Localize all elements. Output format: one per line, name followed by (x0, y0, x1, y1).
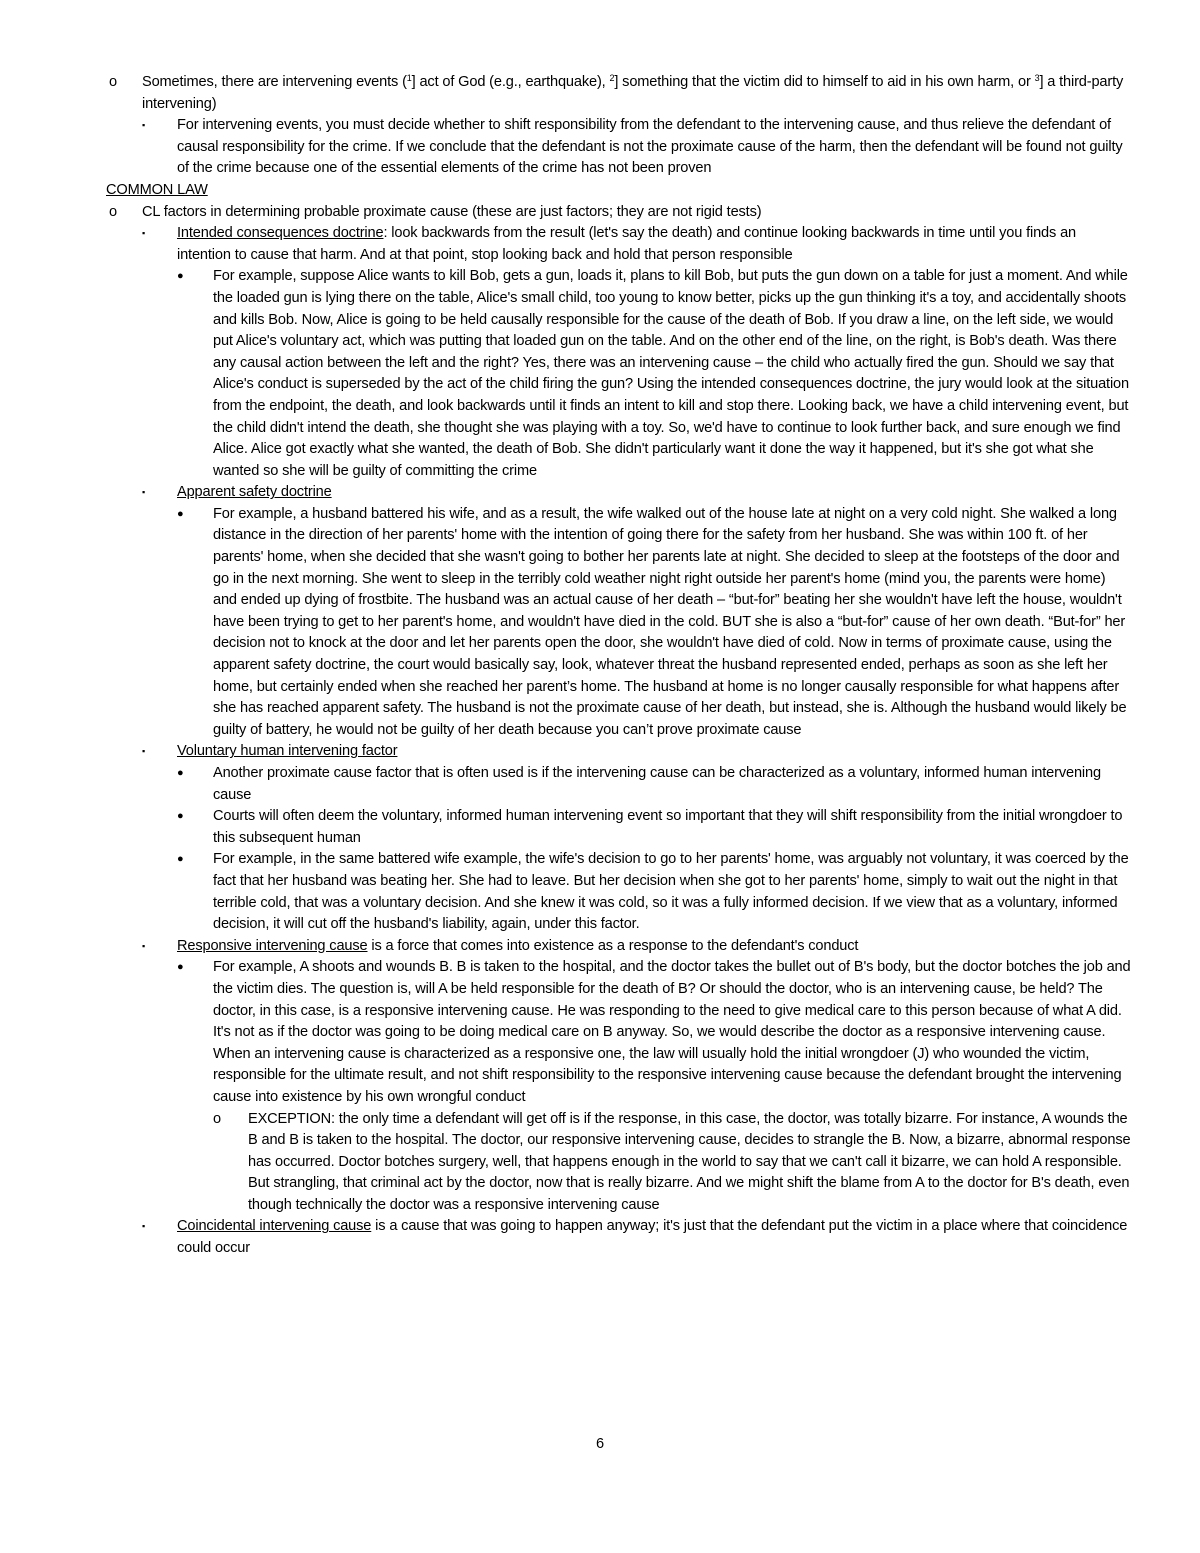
list-item-text: Sometimes, there are intervening events ($^1$] act of God (e.g., earthquake), $^2$] something that the victim did to himself to aid in his own harm, or $^3$] a third-party intervening) (142, 73, 1124, 112)
term: Intended consequences doctrine (177, 225, 384, 242)
list-item (0, 1216, 1200, 1259)
list-item-text: For example, suppose Alice wants to kill Bob, gets a gun, loads it, plans to kill Bob, but puts the gun down on a table for just a moment. And while the loaded gun is lying there on the table, Alice's small child, too young to know better, picks up the gun thinking it's a toy, and accidentally shoots and kills Bob. Now, Alice is going to be held causally responsible for the cause of the death of Bob. If you draw a line, on the left side, we would put Alice's voluntary act, which was putting that loaded gun on the table. And on the other end of the line, on the right, is Bob's death. Was there any causal action between the left and the right? Yes, there was an intervening cause – the child who actually fired the gun. Should we say that Alice's conduct is superseded by the act of the child firing the gun? Using the intended consequences doctrine, the jury would look at the situation from the endpoint, the death, and look backwards until it finds an intent to kill and stop there. Looking back, we have a child intervening event, but the child didn't intend the death, she thought she was playing with a toy. So, we'd have to continue to look further back, and sure enough we find Alice. Alice got exactly what she wanted, the death of Bob. She didn't particularly want it done the way it happened, but it's she got what she wanted so she will be guilty of committing the crime (213, 268, 1129, 479)
list-item (0, 223, 1200, 266)
list-item-text: Courts will often deem the voluntary, informed human intervening event so important that they will shift responsibility from the initial wrongdoer to this subsequent human (213, 808, 1123, 846)
square-bullet: ▪ (142, 746, 146, 757)
list-item-text: For intervening events, you must decide whether to shift responsibility from the defendant to the intervening cause, and thus relieve the defendant of causal responsibility for the crime. If we conclude that the defendant is not the proximate cause of the harm, then the defendant will be found not guilty of the crime because one of the essential elements of the crime has not been proven (177, 117, 1123, 177)
list-item (0, 936, 1200, 958)
circle-bullet: o (213, 1110, 221, 1127)
list-item (0, 763, 1200, 806)
list-item (0, 482, 1200, 504)
list-item-text (177, 741, 1130, 763)
list-item (0, 115, 1200, 180)
list-item-text: Intended consequences doctrine: look backwards from the result (let's say the death) and continue looking backwards in time until you finds an intention to cause that harm. And at that point, stop looking back and hold that person responsible (177, 225, 1076, 263)
page-number: 6 (596, 1436, 604, 1452)
list-item (0, 849, 1200, 935)
circle-bullet: o (109, 74, 117, 90)
dot-bullet: ● (177, 853, 184, 866)
list-item (0, 72, 1200, 115)
dot-bullet: ● (177, 767, 184, 779)
list-item-text: For example, A shoots and wounds B. B is taken to the hospital, and the doctor takes the bullet out of B's body, but the doctor botches the job and the victim dies. The question is, will A be held responsible for the death of B? Or should the doctor, who is an intervening cause, be held? The doctor, in this case, is a responsive intervening cause. He was responding to the need to give medical care to this person because of what A did. It's not as if the doctor was going to be doing medical care on B anyway. So, we would describe the doctor as a responsive intervening cause. When an intervening cause is characterized as a responsive one, the law will usually hold the initial wrongdoer (J) who wounded the victim, responsible for the ultimate result, and not shift responsibility to the responsive intervening cause because the defendant brought the intervening cause into existence by his own wrongful conduct (213, 959, 1131, 1105)
list-item (0, 806, 1200, 849)
section-heading (0, 180, 1200, 202)
term: Voluntary human intervening factor (177, 743, 398, 760)
list-item-text: EXCEPTION: the only time a defendant will get off is if the response, in this case, the doctor, was totally bizarre. For instance, A wounds the B and B is taken to the hospital. The doctor, our responsive intervening cause, decides to strangle the B. Now, a bizarre, abnormal response has occurred. Doctor botches surgery, well, that happens enough in the world to say that we can't call it bizarre, we can hold A responsible. But strangling, that criminal act by the doctor, now that is really bizarre. And we might shift the blame from A to the doctor for B's death, even though technically the doctor was a responsive intervening cause (248, 1110, 1131, 1213)
circle-bullet: o (109, 203, 117, 220)
term: Coincidental intervening cause (177, 1218, 372, 1235)
document-page (0, 72, 1200, 1260)
square-bullet: ▪ (142, 940, 146, 951)
list-item (0, 504, 1200, 742)
square-bullet: ▪ (142, 228, 146, 239)
section-heading-text: COMMON LAW (106, 181, 208, 198)
list-item-text: Coincidental intervening cause is a cause that was going to happen anyway; it's just that the defendant put the victim in a place where that coincidence could occur (177, 1218, 1128, 1257)
term: Responsive intervening cause (177, 937, 368, 954)
dot-bullet: ● (177, 507, 184, 520)
list-item-text: Another proximate cause factor that is often used is if the intervening cause can be characterized as a voluntary, informed human intervening cause (213, 765, 1101, 803)
list-item-text: Responsive intervening cause is a force that comes into existence as a response to the defendant's conduct (177, 937, 859, 954)
dot-bullet: ● (177, 961, 184, 974)
dot-bullet: ● (177, 810, 184, 823)
list-item (0, 741, 1200, 763)
list-item (0, 957, 1200, 1108)
list-item-text (177, 482, 1130, 504)
list-item-text: For example, in the same battered wife example, the wife's decision to go to her parents' home, was arguably not voluntary, it was coerced by the fact that her husband was beating her. She had to leave. But her decision when she got to her parents' home, simply to wait out the night in that terrible cold, that was a voluntary decision. And she knew it was cold, so it was a fully informed decision. If we view that as a voluntary, informed decision, it will cut off the husband's liability, again, under this factor. (213, 851, 1129, 933)
list-item-text: CL factors in determining probable proximate cause (these are just factors; they are not rigid tests) (142, 203, 762, 220)
square-bullet: ▪ (142, 487, 146, 498)
term: Apparent safety doctrine (177, 484, 332, 501)
square-bullet: ▪ (142, 1221, 146, 1232)
list-item (0, 202, 1200, 224)
list-item-text: For example, a husband battered his wife, and as a result, the wife walked out of the house late at night on a very cold night. She walked a long distance in the direction of her parents' home with the intention of going there for the safety from her husband. She was within 100 ft. of her parents' home, when she decided that she wasn't going to bother her parents late at night. She decided to sleep at the footsteps of the door and go in the next morning. She went to sleep in the terribly cold weather night right outside her parent's home (mind you, the parents were home) and ended up dying of frostbite. The husband was an actual cause of her death – “but-for” beating her she wouldn't have left the house, wouldn't have been trying to get to her parent's home, and wouldn't have died in the cold. BUT she is also a “but-for” cause of her own death. “But-for” her decision not to knock at the door and let her parents open the door, she wouldn't have died of cold. Now in terms of proximate cause, using the apparent safety doctrine, the court would basically say, look, whatever threat the husband represented ended, perhaps as soon as she left her home, but certainly ended when she reached her parent’s home. The husband at home is no longer causally responsible for what happens after she has reached apparent safety. The husband is not the proximate cause of her death, but instead, she is. Although the husband would likely be guilty of battery, he would not be guilty of her death because you can’t prove proximate cause (213, 505, 1127, 738)
square-bullet: ▪ (142, 120, 146, 131)
list-item (0, 1109, 1200, 1217)
list-item (0, 266, 1200, 482)
dot-bullet: ● (177, 270, 184, 283)
